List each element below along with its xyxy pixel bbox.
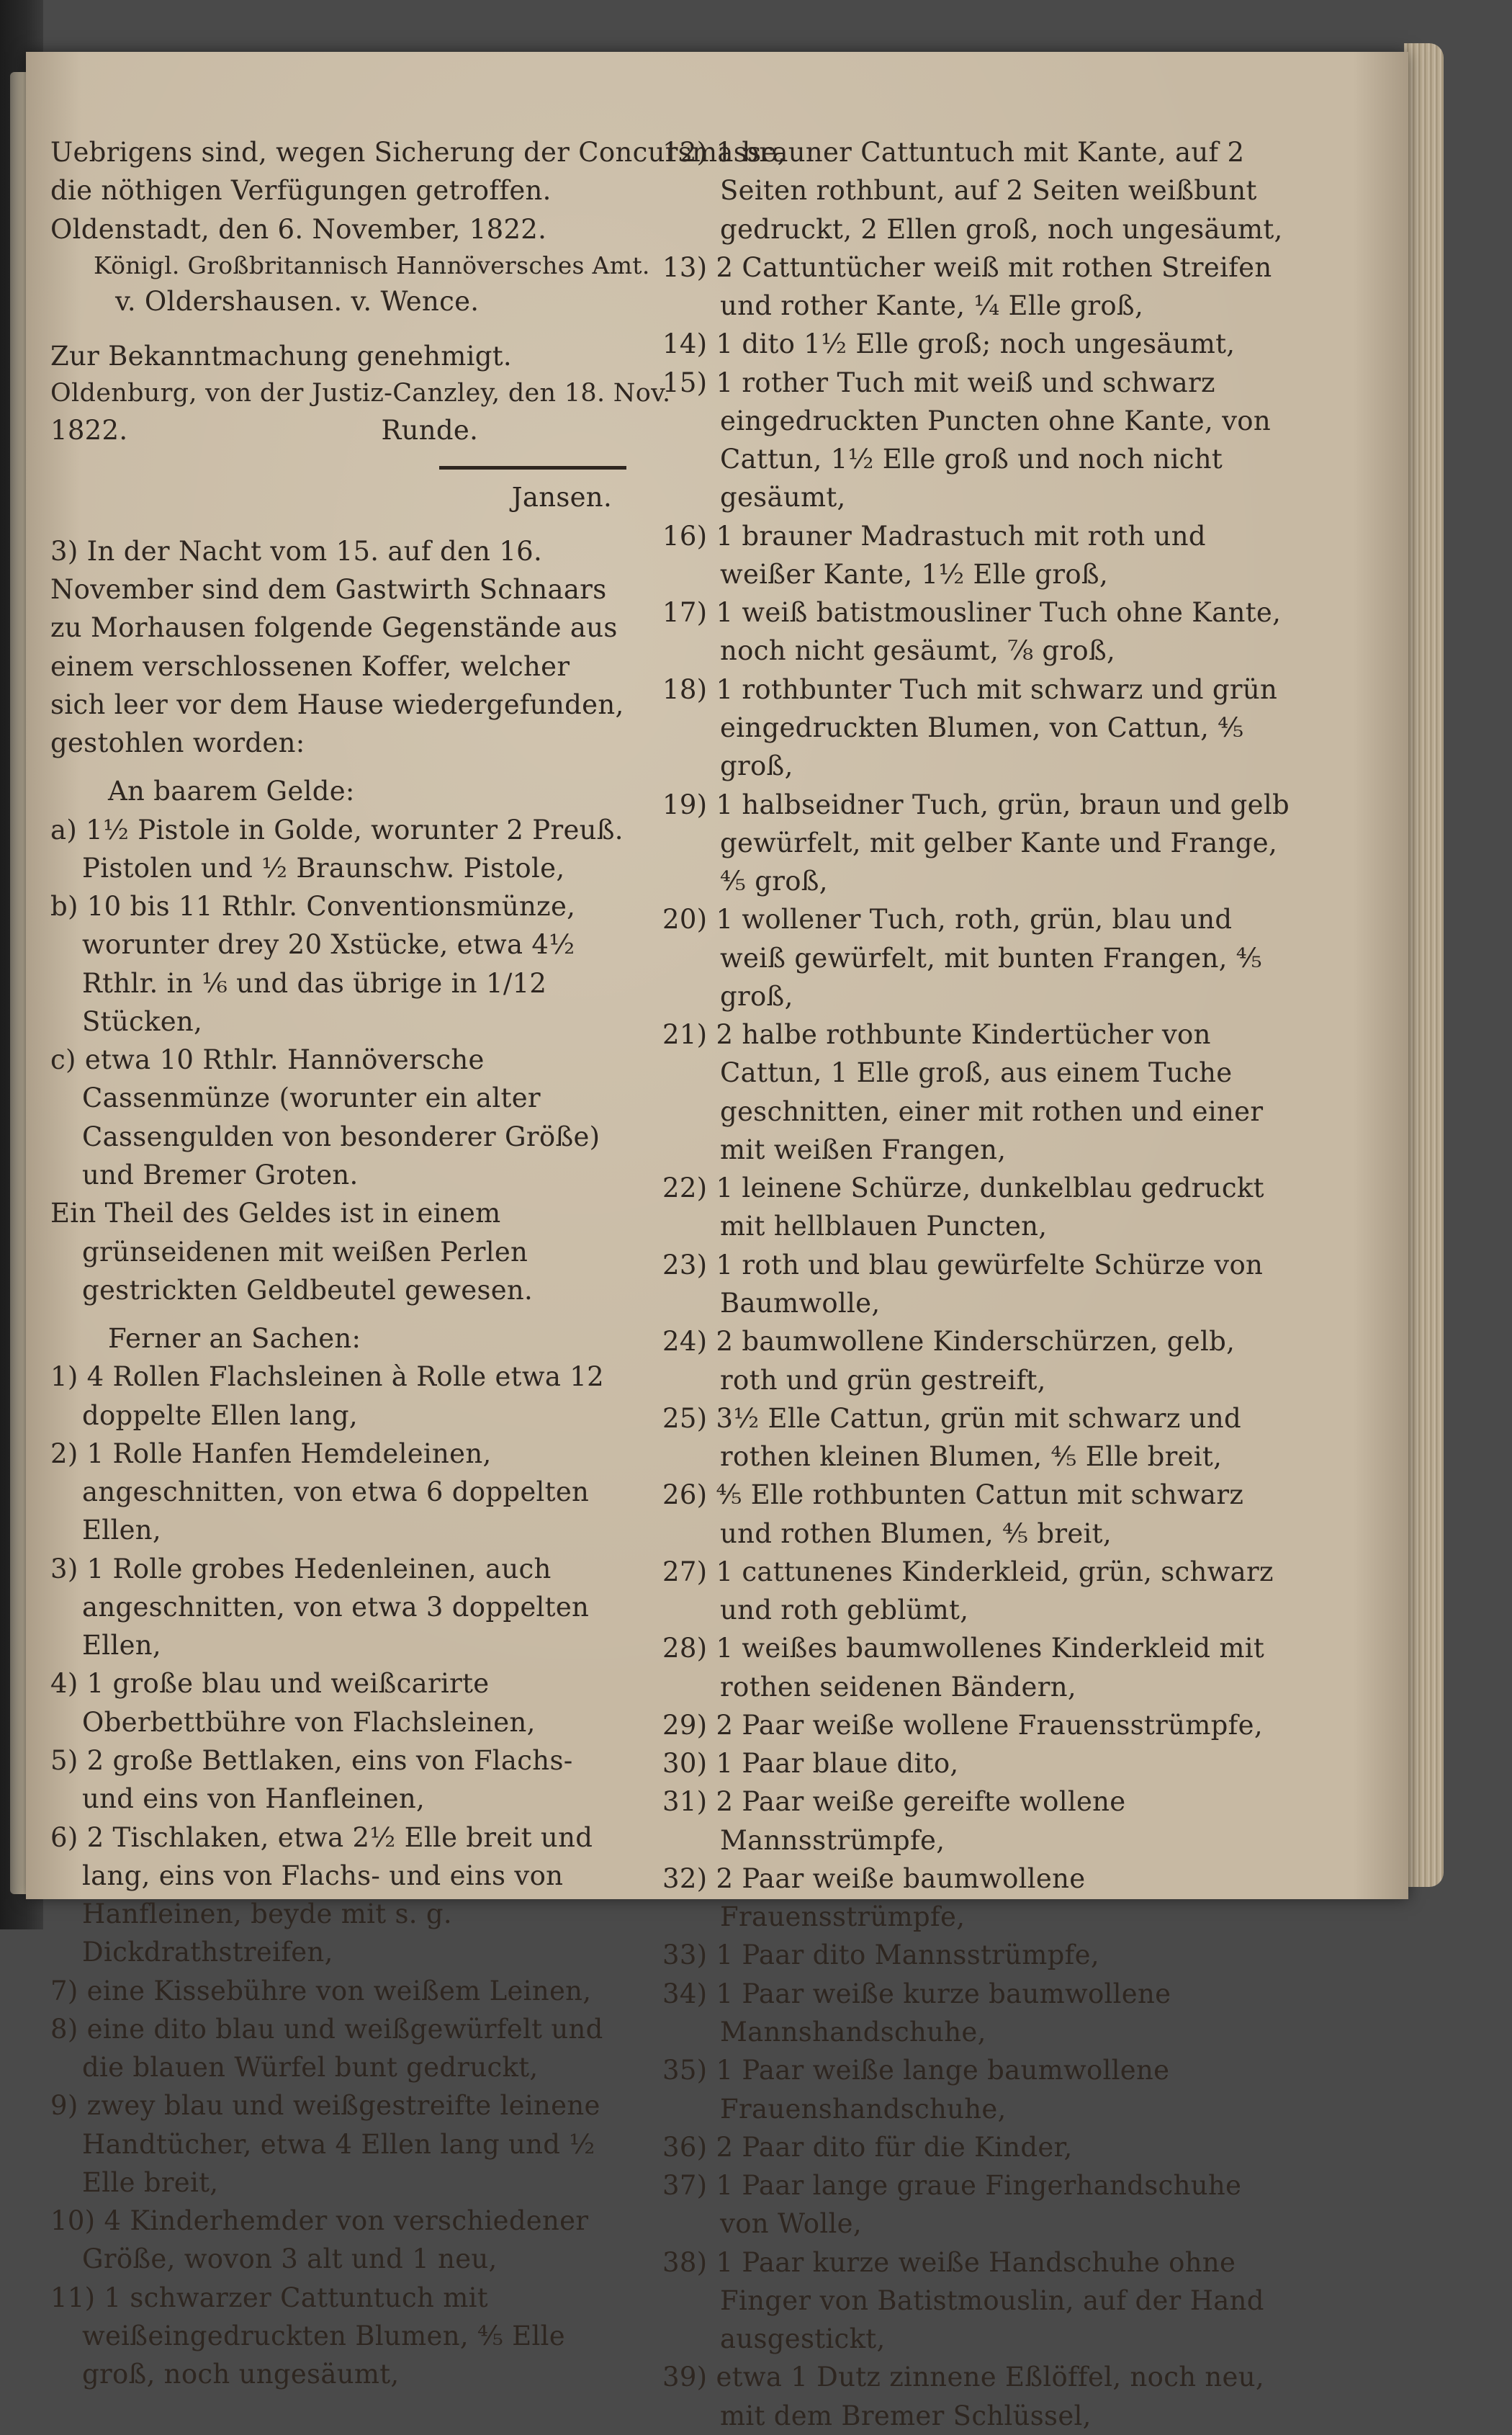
name-runde: Runde. bbox=[381, 415, 479, 447]
goods-item: 10) 4 Kinderhemder von verschiedener Größe, wovon 3 alt und 1 neu, bbox=[50, 2205, 589, 2275]
right-column bbox=[662, 133, 1296, 2435]
name-jansen: Jansen. bbox=[511, 481, 612, 513]
list-item: 32) 2 Paar weiße baumwollene Frauensstrümpfe, bbox=[662, 1862, 1086, 1933]
separator-rule bbox=[439, 466, 626, 470]
list-item: 13) 2 Cattuntücher weiß mit rothen Streifen und rother Kante, ¼ Elle groß, bbox=[662, 251, 1272, 322]
chancery-line: Oldenburg, von der Justiz-Canzley, den 18. Nov. bbox=[50, 378, 671, 408]
list-item: 12) 1 brauner Cattuntuch mit Kante, auf 2 Seiten rothbunt, auf 2 Seiten weißbunt gedruckt, 2 Ellen groß, noch ungesäumt, bbox=[662, 137, 1283, 245]
list-item: 33) 1 Paar dito Mannsstrümpfe, bbox=[662, 1940, 1099, 1971]
cash-heading: An baarem Gelde: bbox=[108, 776, 355, 807]
list-item: 21) 2 halbe rothbunte Kindertücher von Cattun, 1 Elle groß, aus einem Tuche geschnitten, einer mit rothen und einer mit weißen Frangen, bbox=[662, 1019, 1264, 1165]
list-item: 35) 1 Paar weiße lange baumwollene Frauenshandschuhe, bbox=[662, 2055, 1170, 2125]
left-column bbox=[50, 133, 786, 2394]
goods-heading: Ferner an Sachen: bbox=[108, 1323, 361, 1355]
goods-item: 2) 1 Rolle Hanfen Hemdeleinen, angeschnitten, von etwa 6 doppelten Ellen, bbox=[50, 1438, 590, 1546]
list-item: 24) 2 baumwollene Kinderschürzen, gelb, roth und grün gestreift, bbox=[662, 1326, 1236, 1396]
cash-item-b: b) 10 bis 11 Rthlr. Conventionsmünze, worunter drey 20 Xstücke, etwa 4½ Rthlr. in ⅙ und das übrige in 1/12 Stücken, bbox=[50, 891, 576, 1037]
goods-item: 6) 2 Tischlaken, etwa 2½ Elle breit und lang, eins von Flachs- und eins von Hanfleinen, beyde mit s. g. Dickdrathstreifen, bbox=[50, 1821, 593, 1968]
authority-line: Königl. Großbritannisch Hannöversches Amt. bbox=[94, 251, 650, 279]
intro-line-2: die nöthigen Verfügungen getroffen. bbox=[50, 175, 552, 207]
list-item: 34) 1 Paar weiße kurze baumwollene Mannshandschuhe, bbox=[662, 1978, 1171, 2048]
list-item: 18) 1 rothbunter Tuch mit schwarz und grün eingedruckten Blumen, von Cattun, ⅘ groß, bbox=[662, 673, 1278, 782]
approval-line: Zur Bekanntmachung genehmigt. bbox=[50, 340, 512, 372]
intro-line-1: Uebrigens sind, wegen Sicherung der Concursmasse, bbox=[50, 137, 786, 168]
list-item: 17) 1 weiß batistmousliner Tuch ohne Kante, noch nicht gesäumt, ⅞ groß, bbox=[662, 597, 1282, 667]
list-item: 23) 1 roth und blau gewürfelte Schürze von Baumwolle, bbox=[662, 1249, 1264, 1319]
goods-item: 5) 2 große Bettlaken, eins von Flachs- und eins von Hanfleinen, bbox=[50, 1745, 573, 1815]
goods-item: 1) 4 Rollen Flachsleinen à Rolle etwa 12 doppelte Ellen lang, bbox=[50, 1361, 604, 1431]
notice-3-paragraph: 3) In der Nacht vom 15. auf den 16. November sind dem Gastwirth Schnaars zu Morhausen folgende Gegenstände aus einem verschlossenen Koffer, welcher sich leer vor dem Hause wiedergefunden, gestohlen worden: bbox=[50, 535, 624, 759]
list-item: 31) 2 Paar weiße gereifte wollene Mannsstrümpfe, bbox=[662, 1786, 1126, 1856]
goods-item: 3) 1 Rolle grobes Hedenleinen, auch angeschnitten, von etwa 3 doppelten Ellen, bbox=[50, 1553, 590, 1662]
list-item: 30) 1 Paar blaue dito, bbox=[662, 1748, 959, 1780]
goods-item: 7) eine Kissebühre von weißem Leinen, bbox=[50, 1975, 592, 2006]
list-item: 19) 1 halbseidner Tuch, grün, braun und gelb gewürfelt, mit gelber Kante und Frange, ⅘ groß, bbox=[662, 789, 1290, 897]
list-item: 14) 1 dito 1½ Elle groß; noch ungesäumt, bbox=[662, 328, 1236, 360]
goods-item: 11) 1 schwarzer Cattuntuch mit weißeingedruckten Blumen, ⅘ Elle groß, noch ungesäumt, bbox=[50, 2282, 565, 2390]
goods-item: 4) 1 große blau und weißcarirte Oberbettbühre von Flachsleinen, bbox=[50, 1668, 536, 1738]
signatories-line: v. Oldershausen. v. Wence. bbox=[115, 286, 480, 318]
list-item: 26) ⅘ Elle rothbunten Cattun mit schwarz und rothen Blumen, ⅘ breit, bbox=[662, 1479, 1244, 1549]
list-item: 27) 1 cattunenes Kinderkleid, grün, schwarz und roth geblümt, bbox=[662, 1556, 1274, 1626]
year-line: 1822. bbox=[50, 415, 128, 447]
list-item: 36) 2 Paar dito für die Kinder, bbox=[662, 2131, 1073, 2163]
list-item: 16) 1 brauner Madrastuch mit roth und weißer Kante, 1½ Elle groß, bbox=[662, 520, 1206, 590]
list-item: 37) 1 Paar lange graue Fingerhandschuhe von Wolle, bbox=[662, 2170, 1242, 2240]
list-item: 39) etwa 1 Dutz zinnene Eßlöffel, noch neu, mit dem Bremer Schlüssel, bbox=[662, 2362, 1264, 2431]
list-item: 20) 1 wollener Tuch, roth, grün, blau und weiß gewürfelt, mit bunten Frangen, ⅘ groß, bbox=[662, 904, 1262, 1012]
goods-item: 8) eine dito blau und weißgewürfelt und die blauen Würfel bunt gedruckt, bbox=[50, 2013, 603, 2084]
cash-item-c: c) etwa 10 Rthlr. Hannöversche Cassenmünze (worunter ein alter Cassengulden von besonderer Größe) und Bremer Groten. bbox=[50, 1044, 600, 1191]
page-block-edges bbox=[1404, 43, 1444, 1887]
cash-item-a: a) 1½ Pistole in Golde, worunter 2 Preuß. Pistolen und ½ Braunschw. Pistole, bbox=[50, 814, 624, 884]
list-item: 15) 1 rother Tuch mit weiß und schwarz eingedruckten Puncten ohne Kante, von Cattun, 1½ Elle groß und noch nicht gesäumt, bbox=[662, 367, 1271, 514]
list-item: 38) 1 Paar kurze weiße Handschuhe ohne Finger von Batistmouslin, auf der Hand ausgestickt, bbox=[662, 2246, 1264, 2355]
list-item: 25) 3½ Elle Cattun, grün mit schwarz und rothen kleinen Blumen, ⅘ Elle breit, bbox=[662, 1402, 1241, 1473]
intro-line-3: Oldenstadt, den 6. November, 1822. bbox=[50, 213, 547, 245]
goods-item: 9) zwey blau und weißgestreifte leinene Handtücher, etwa 4 Ellen lang und ½ Elle breit, bbox=[50, 2090, 600, 2198]
purse-note: Ein Theil des Geldes ist in einem grünseidenen mit weißen Perlen gestrickten Geldbeutel gewesen. bbox=[50, 1198, 534, 1306]
list-item: 28) 1 weißes baumwollenes Kinderkleid mit rothen seidenen Bändern, bbox=[662, 1633, 1265, 1703]
list-item: 29) 2 Paar weiße wollene Frauensstrümpfe, bbox=[662, 1709, 1263, 1741]
list-item: 22) 1 leinene Schürze, dunkelblau gedruckt mit hellblauen Puncten, bbox=[662, 1172, 1264, 1242]
